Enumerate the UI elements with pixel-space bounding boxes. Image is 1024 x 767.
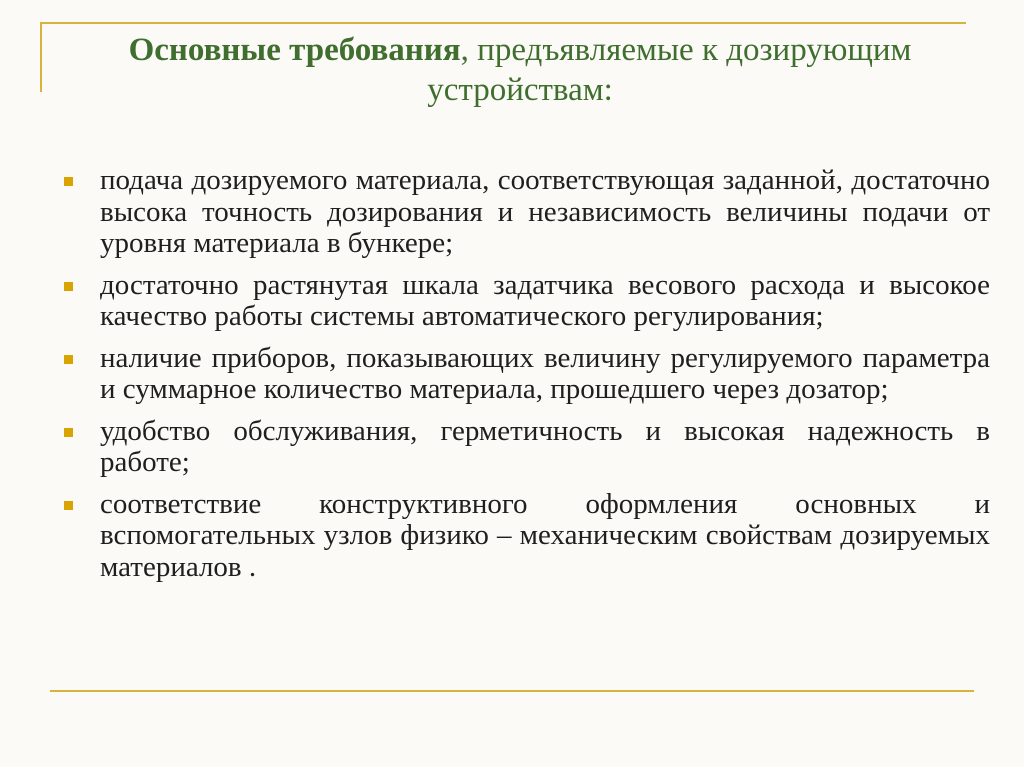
square-bullet-icon bbox=[64, 177, 73, 186]
list-item bbox=[60, 165, 990, 260]
square-bullet-icon bbox=[64, 501, 73, 510]
left-divider bbox=[40, 22, 42, 92]
title-bold-part: Основные требования bbox=[128, 32, 461, 68]
list-item bbox=[60, 416, 990, 479]
list-item-text: соответствие конструктивного оформления основных и вспомогательных узлов физико – механическим свойствам дозируемых материалов . bbox=[100, 487, 990, 583]
slide-title bbox=[120, 30, 920, 110]
list-item-text: наличие приборов, показывающих величину регулируемого параметра и суммарное количество материала, прошедшего через дозатор; bbox=[100, 341, 990, 405]
square-bullet-icon bbox=[64, 282, 73, 291]
bottom-divider bbox=[50, 690, 974, 692]
square-bullet-icon bbox=[64, 355, 73, 364]
square-bullet-icon bbox=[64, 428, 73, 437]
list-item-text: удобство обслуживания, герметичность и высокая надежность в работе; bbox=[100, 414, 990, 478]
list-item bbox=[60, 343, 990, 406]
top-divider bbox=[40, 22, 966, 24]
list-item bbox=[60, 489, 990, 584]
list-item bbox=[60, 270, 990, 333]
list-item-text: достаточно растянутая шкала задатчика весового расхода и высокое качество работы системы автоматического регулирования; bbox=[100, 268, 990, 332]
list-item-text: подача дозируемого материала, соответствующая заданной, достаточно высока точность дозирования и независимость величины подачи от уровня материала в бункере; bbox=[100, 164, 990, 259]
title-rest-part: , предъявляемые к дозирующим устройствам: bbox=[427, 32, 912, 108]
requirements-list bbox=[60, 165, 990, 593]
